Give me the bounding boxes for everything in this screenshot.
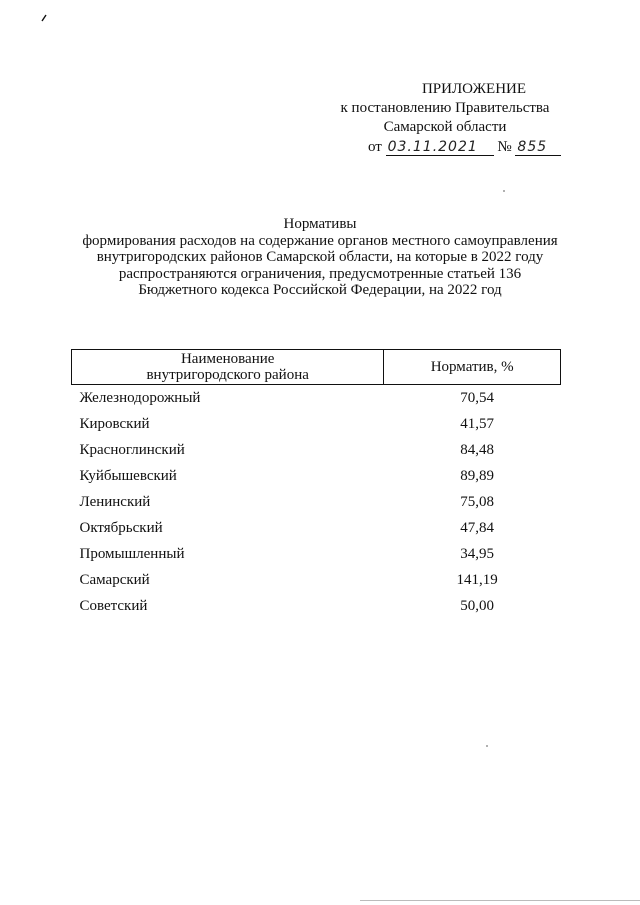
norm-column-header: Норматив, %: [384, 350, 561, 385]
table-row: [72, 463, 561, 489]
district-name: Октябрьский: [79, 519, 163, 536]
handwritten-number: 855: [515, 139, 561, 156]
norm-value: 34,95: [460, 545, 495, 562]
scan-edge: [360, 900, 640, 901]
table-row: [72, 489, 561, 515]
pen-mark-icon: [40, 14, 48, 22]
heading-line-3: распространяются ограничения, предусмотренные статьей 136: [118, 265, 522, 282]
heading-line-1: формирования расходов на содержание органов местного самоуправления: [82, 232, 558, 249]
handwritten-date: 03.11.2021: [386, 139, 494, 156]
appendix-line-1: к постановлению Правительства: [340, 100, 550, 116]
number-prefix: №: [497, 139, 512, 155]
heading-title: Нормативы: [283, 216, 357, 232]
norm-value: 70,54: [460, 389, 495, 406]
norm-value: 89,89: [460, 467, 495, 484]
district-name: Железнодорожный: [79, 389, 201, 406]
norm-value: 47,84: [460, 519, 495, 536]
scan-speck: [503, 190, 505, 192]
norm-value: 141,19: [456, 571, 498, 588]
district-column-header: [72, 350, 384, 385]
appendix-block: [265, 80, 565, 137]
district-name: Самарский: [79, 571, 150, 588]
table-row: [72, 515, 561, 541]
norm-value: 50,00: [460, 597, 495, 614]
norm-value: 41,57: [460, 415, 495, 432]
table-row: [72, 437, 561, 463]
district-header-line-2: внутригородского района: [146, 367, 309, 383]
table-row: [72, 593, 561, 619]
norms-table: [71, 349, 561, 619]
district-name: Красноглинский: [79, 441, 185, 458]
table-row: [72, 385, 561, 412]
district-name: Промышленный: [79, 545, 185, 562]
registration-line: [368, 139, 561, 156]
table-row: [72, 567, 561, 593]
appendix-title: ПРИЛОЖЕНИЕ: [421, 81, 527, 97]
table-row: [72, 541, 561, 567]
district-name: Куйбышевский: [79, 467, 177, 484]
district-name: Ленинский: [79, 493, 151, 510]
date-prefix: от: [368, 139, 382, 155]
district-name: Советский: [79, 597, 148, 614]
table-header-row: [72, 350, 561, 385]
district-header-line-1: Наименование: [180, 351, 275, 367]
table-row: [72, 411, 561, 437]
appendix-line-2: Самарской области: [383, 119, 507, 135]
norm-value: 84,48: [460, 441, 495, 458]
heading-line-4: Бюджетного кодекса Российской Федерации, на 2022 год: [138, 282, 502, 298]
norm-value: 75,08: [460, 493, 495, 510]
document-heading: [60, 216, 580, 299]
district-name: Кировский: [79, 415, 150, 432]
scan-speck: [486, 745, 488, 747]
heading-line-2: внутригородских районов Самарской области, на которые в 2022 году: [96, 249, 544, 265]
